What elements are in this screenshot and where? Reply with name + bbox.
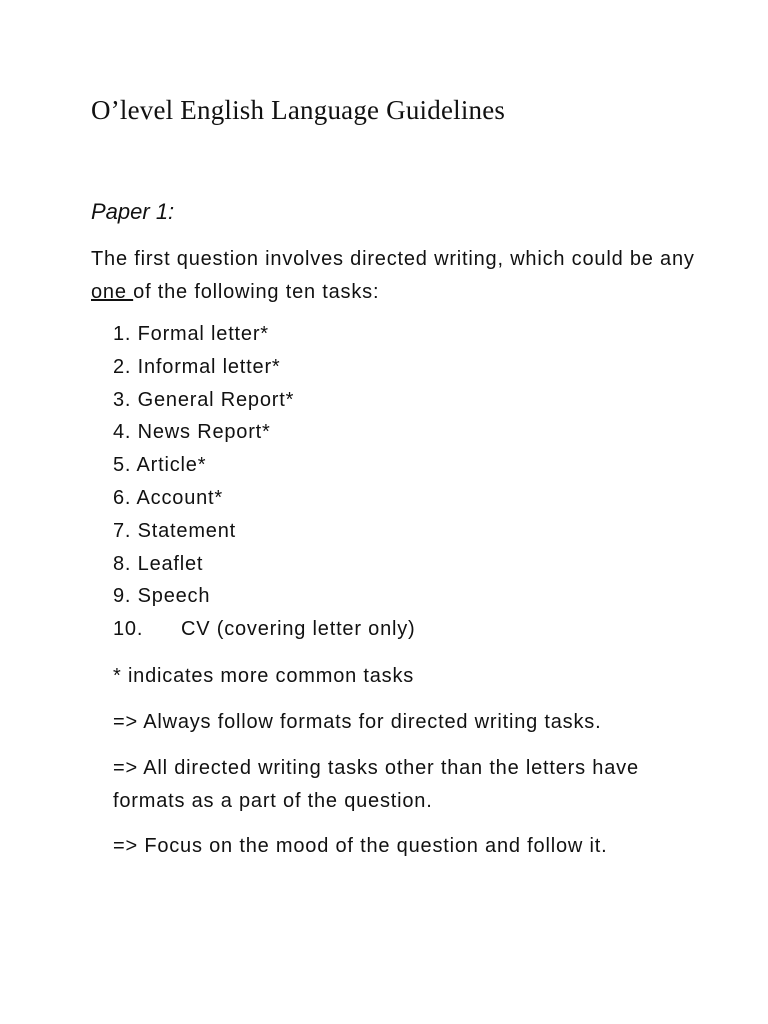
task-number: 5. xyxy=(113,454,132,477)
intro-line-2 xyxy=(91,276,695,309)
task-item xyxy=(113,580,416,613)
task-item xyxy=(113,482,416,515)
task-number: 9. xyxy=(113,585,132,608)
intro-line-2-rest: of the following ten tasks: xyxy=(133,281,380,303)
task-label: News Report* xyxy=(137,421,271,444)
task-label: Speech xyxy=(137,585,211,608)
task-item xyxy=(113,318,416,351)
task-number: 6. xyxy=(113,486,132,509)
task-number: 4. xyxy=(113,421,132,444)
task-item xyxy=(113,449,416,482)
task-label: Article* xyxy=(136,454,207,477)
intro-paragraph xyxy=(91,243,695,309)
task-item xyxy=(113,613,416,646)
task-number: 7. xyxy=(113,519,132,542)
footnote-common-tasks: * indicates more common tasks xyxy=(113,665,415,687)
task-label: General Report* xyxy=(137,388,295,411)
section-heading-paper-1: Paper 1: xyxy=(91,199,175,224)
task-label: Leaflet xyxy=(137,552,204,575)
task-label: Account* xyxy=(136,486,223,509)
tip-formats-in-question xyxy=(113,752,639,818)
tip-line: formats as a part of the question. xyxy=(113,790,433,812)
task-number: 2. xyxy=(113,355,132,378)
task-item xyxy=(113,515,416,548)
task-item xyxy=(113,351,416,384)
tip-line: => All directed writing tasks other than the letters have xyxy=(113,757,639,779)
task-label: Informal letter* xyxy=(137,355,281,378)
task-label: Statement xyxy=(137,519,237,542)
task-item xyxy=(113,384,416,417)
task-list xyxy=(113,318,416,646)
intro-line-1: The first question involves directed writing, which could be any xyxy=(91,248,695,270)
tip-line: => Focus on the mood of the question and follow it. xyxy=(113,835,608,857)
task-item xyxy=(113,548,416,581)
tip-line: => Always follow formats for directed writing tasks. xyxy=(113,711,602,733)
tip-always-follow-formats xyxy=(113,706,601,739)
document-title: O’level English Language Guidelines xyxy=(91,95,506,125)
intro-emphasis-one: one xyxy=(91,281,134,303)
task-label: Formal letter* xyxy=(137,323,269,345)
task-number: 8. xyxy=(113,552,132,575)
task-label: CV (covering letter only) xyxy=(181,618,416,641)
task-item xyxy=(113,416,416,449)
tip-focus-on-mood xyxy=(113,830,607,863)
task-number: 10. xyxy=(113,618,144,641)
task-number: 3. xyxy=(113,388,132,411)
task-number: 1. xyxy=(113,323,132,345)
